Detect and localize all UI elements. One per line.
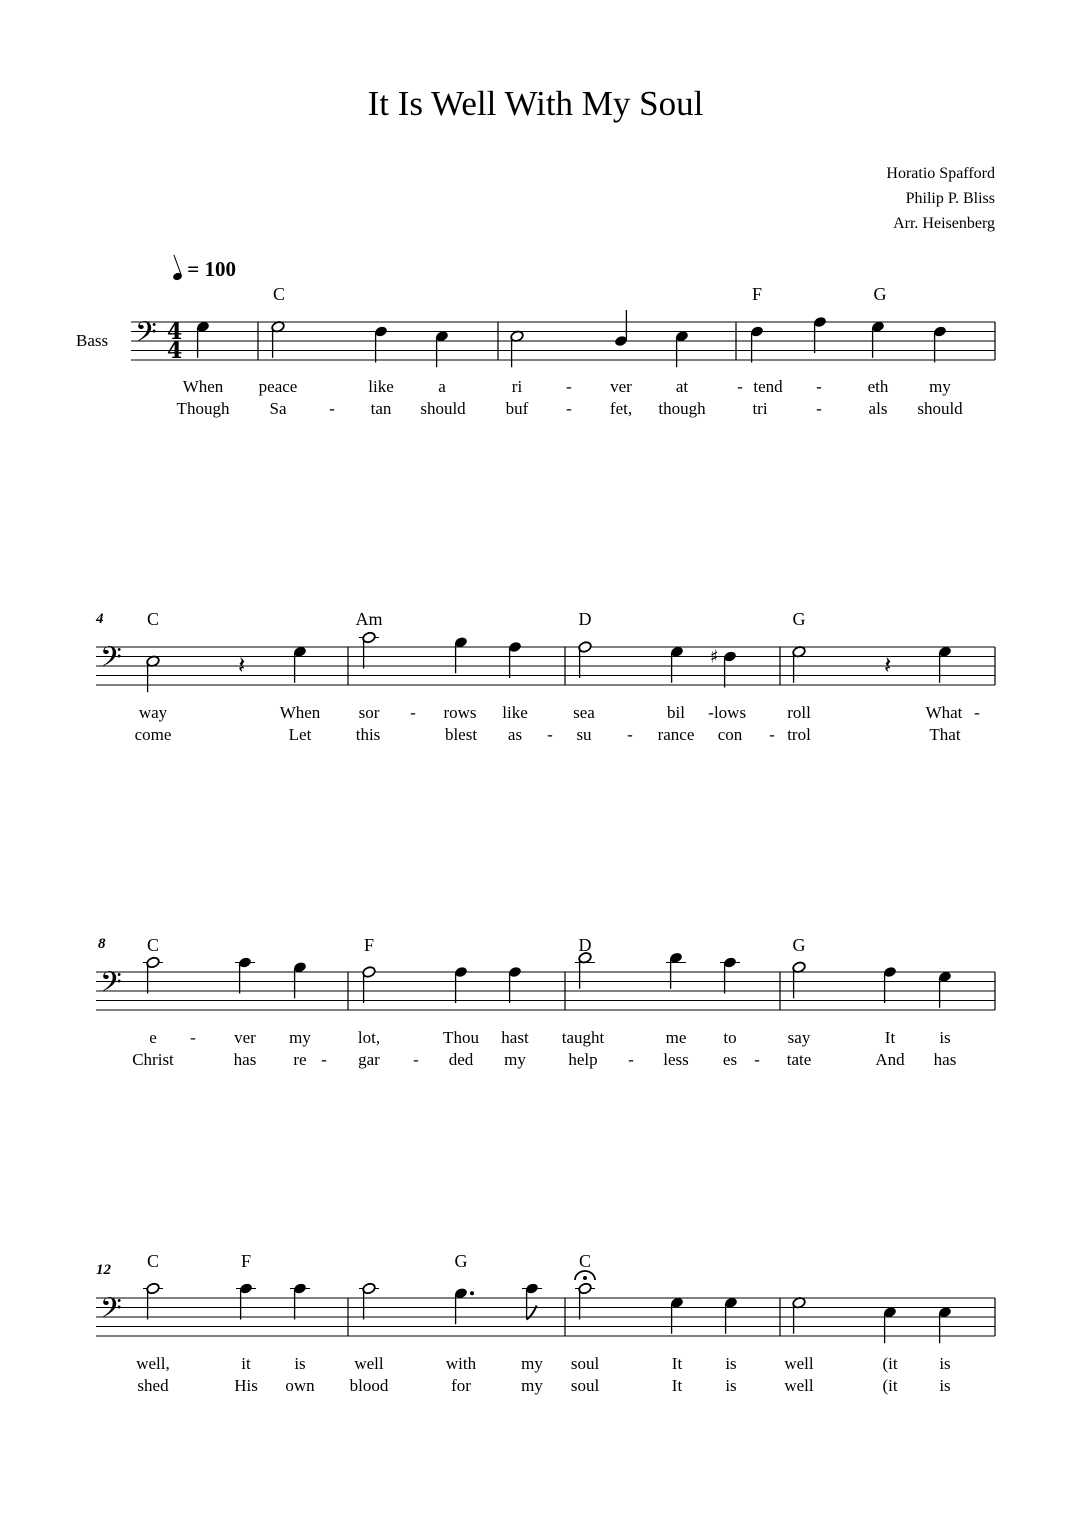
lyric-verse-1: rows (443, 703, 477, 722)
lyric-verse-2: is (939, 1376, 951, 1395)
lyric-verse-2: ded (448, 1050, 474, 1069)
lyric-verse-1: is (725, 1354, 737, 1373)
lyric-verse-2: als (868, 399, 888, 418)
lyric-verse-2: trol (787, 725, 811, 744)
lyric-verse-2: Let (288, 725, 312, 744)
chord-symbol: F (240, 1251, 252, 1271)
chord-symbol: Am (355, 609, 383, 629)
bass-clef-icon: 𝄢 (135, 316, 157, 356)
lyric-verse-1: my (289, 1028, 311, 1047)
lyric-verse-2: shed (137, 1376, 169, 1395)
lyric-verse-2: - (816, 399, 822, 418)
time-signature-top: 4 (167, 319, 183, 345)
lyric-verse-2: as (507, 725, 523, 744)
lyric-verse-1: well (354, 1354, 384, 1373)
lyric-verse-1: - (410, 703, 416, 722)
lyric-verse-1: a (438, 377, 446, 396)
lyric-verse-2: - (413, 1050, 419, 1069)
lyric-verse-1: - (737, 377, 743, 396)
lyric-verse-2: has (233, 1050, 257, 1069)
lyric-verse-1: ver (234, 1028, 256, 1047)
lyric-verse-1: - (974, 703, 980, 722)
lyric-verse-1: - (566, 377, 572, 396)
lyric-verse-1: is (939, 1028, 951, 1047)
lyric-verse-1: It (884, 1028, 896, 1047)
lyric-verse-2: - (769, 725, 775, 744)
lyric-verse-1: lows (713, 703, 747, 722)
lyric-verse-2: - (321, 1050, 327, 1069)
lyric-verse-1: ver (610, 377, 632, 396)
lyric-verse-1: with (445, 1354, 477, 1373)
lyric-verse-1: peace (258, 377, 298, 396)
credit-lyricist: Horatio Spafford (886, 165, 995, 182)
chord-symbol: D (578, 935, 592, 955)
lyric-verse-1: sea (573, 703, 595, 722)
sharp-icon: ♯ (710, 646, 719, 668)
lyric-verse-2: blood (349, 1376, 389, 1395)
lyric-verse-2: con (717, 725, 743, 744)
lyric-verse-1: Thou (443, 1028, 479, 1047)
lyric-verse-2: It (671, 1376, 683, 1395)
augmentation-dot (470, 1291, 474, 1295)
bass-clef-icon: 𝄢 (100, 641, 122, 681)
chord-symbol: C (578, 1251, 592, 1271)
bass-clef-icon: 𝄢 (100, 1292, 122, 1332)
lyric-verse-2: Though (176, 399, 230, 418)
quarter-rest-icon: 𝄽 (884, 651, 892, 679)
lyric-verse-1: well (784, 1354, 814, 1373)
lyric-verse-1: bil (667, 703, 685, 722)
credit-composer: Philip P. Bliss (905, 190, 995, 207)
lyric-verse-2: fet, (609, 399, 633, 418)
tempo-value: = 100 (187, 257, 236, 281)
lyric-verse-2: help (568, 1050, 598, 1069)
lyric-verse-1: like (502, 703, 528, 722)
lyric-verse-2: has (933, 1050, 957, 1069)
lyric-verse-1: to (723, 1028, 737, 1047)
lyric-verse-1: it (241, 1354, 251, 1373)
lyric-verse-1: at (675, 377, 689, 396)
time-signature-bottom: 4 (167, 338, 183, 364)
lyric-verse-1: - (816, 377, 822, 396)
lyric-verse-2: tri (752, 399, 768, 418)
lyric-verse-2: my (504, 1050, 526, 1069)
lyric-verse-1: soul (570, 1354, 600, 1373)
lyric-verse-2: should (917, 399, 963, 418)
lyric-verse-2: re (293, 1050, 307, 1069)
lyric-verse-2: this (355, 725, 381, 744)
lyric-verse-2: Sa (269, 399, 287, 418)
measure-number: 12 (96, 1262, 111, 1278)
fermata-dot (583, 1276, 587, 1280)
lyric-verse-2: - (627, 725, 633, 744)
lyric-verse-2: well (784, 1376, 814, 1395)
lyric-verse-1: well, (136, 1354, 170, 1373)
lyric-verse-2: rance (657, 725, 695, 744)
lyric-verse-1: hast (501, 1028, 529, 1047)
lyric-verse-1: - (708, 703, 714, 722)
chord-symbol: C (272, 284, 286, 304)
chord-symbol: G (873, 284, 887, 304)
lyric-verse-2: tan (370, 399, 392, 418)
lyric-verse-1: sor (358, 703, 380, 722)
quarter-rest-icon: 𝄽 (238, 651, 246, 679)
chord-symbol: F (751, 284, 763, 304)
measure-number: 4 (96, 611, 104, 627)
lyric-verse-1: way (138, 703, 168, 722)
chord-symbol: D (578, 609, 592, 629)
lyric-verse-2: come (134, 725, 172, 744)
credit-arranger: Arr. Heisenberg (893, 215, 995, 232)
lyric-verse-2: - (329, 399, 335, 418)
lyric-verse-1: e (149, 1028, 157, 1047)
lyric-verse-2: for (451, 1376, 471, 1395)
lyric-verse-1: is (294, 1354, 306, 1373)
lyric-verse-2: That (929, 725, 961, 744)
lyric-verse-2: - (566, 399, 572, 418)
chord-symbol: F (363, 935, 375, 955)
lyric-verse-1: When (182, 377, 224, 396)
lyric-verse-2: (it (882, 1376, 898, 1395)
lyric-verse-1: lot, (357, 1028, 381, 1047)
chord-symbol: G (454, 1251, 468, 1271)
lyric-verse-2: es (722, 1050, 738, 1069)
song-title: It Is Well With My Soul (367, 84, 704, 123)
lyric-verse-1: taught (561, 1028, 605, 1047)
lyric-verse-1: - (190, 1028, 196, 1047)
lyric-verse-1: say (787, 1028, 811, 1047)
lyric-verse-2: though (658, 399, 706, 418)
lyric-verse-1: me (665, 1028, 687, 1047)
instrument-name: Bass (76, 331, 109, 350)
lyric-verse-2: own (285, 1376, 315, 1395)
lyric-verse-2: soul (570, 1376, 600, 1395)
lyric-verse-2: blest (444, 725, 478, 744)
lyric-verse-1: (it (882, 1354, 898, 1373)
chord-symbol: C (146, 609, 160, 629)
lyric-verse-2: su (576, 725, 592, 744)
lyric-verse-2: buf (505, 399, 529, 418)
chord-symbol: G (792, 609, 806, 629)
lyric-verse-1: When (279, 703, 321, 722)
lyric-verse-2: - (628, 1050, 634, 1069)
lyric-verse-1: like (368, 377, 394, 396)
lyric-verse-2: should (420, 399, 466, 418)
lyric-verse-1: What (925, 703, 963, 722)
lyric-verse-2: is (725, 1376, 737, 1395)
chord-symbol: C (146, 935, 160, 955)
lyric-verse-1: roll (787, 703, 811, 722)
lyric-verse-2: - (547, 725, 553, 744)
lyric-verse-2: gar (358, 1050, 380, 1069)
bass-clef-icon: 𝄢 (100, 966, 122, 1006)
lyric-verse-2: my (521, 1376, 543, 1395)
lyric-verse-2: tate (786, 1050, 812, 1069)
measure-number: 8 (98, 936, 106, 952)
lyric-verse-1: ri (511, 377, 523, 396)
lyric-verse-2: Christ (132, 1050, 174, 1069)
lyric-verse-1: my (929, 377, 951, 396)
lyric-verse-2: His (234, 1376, 258, 1395)
lyric-verse-1: eth (867, 377, 889, 396)
lyric-verse-2: And (875, 1050, 905, 1069)
lyric-verse-1: It (671, 1354, 683, 1373)
lyric-verse-1: tend (753, 377, 783, 396)
lyric-verse-1: my (521, 1354, 543, 1373)
chord-symbol: G (792, 935, 806, 955)
lyric-verse-2: - (754, 1050, 760, 1069)
lyric-verse-1: is (939, 1354, 951, 1373)
chord-symbol: C (146, 1251, 160, 1271)
lyric-verse-2: less (663, 1050, 689, 1069)
